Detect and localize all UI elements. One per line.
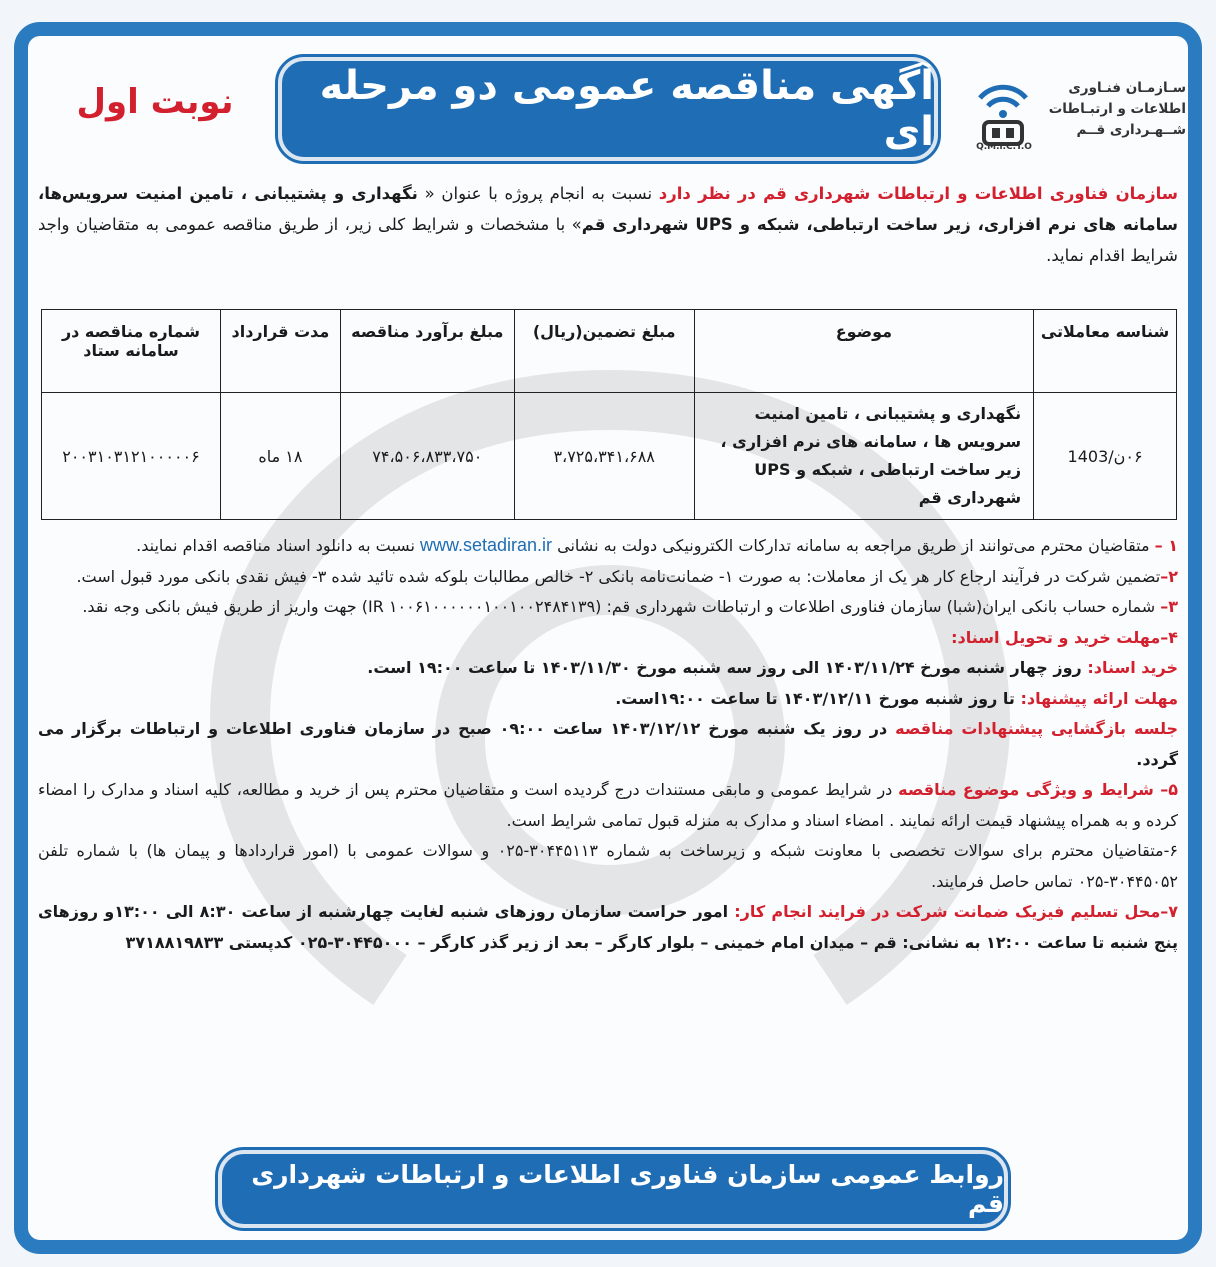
intro-text: » با مشخصات و شرایط کلی زیر، از طریق مناقصه عمومی به متقاضیان واجد شرایط اقدام نماید.: [38, 215, 1178, 265]
setadiran-link[interactable]: www.setadiran.ir: [420, 535, 553, 555]
item-text: متقاضیان محترم می‌توانند از طریق مراجعه به سامانه تدارکات الکترونیکی دولت به نشانی: [552, 536, 1155, 555]
opening-session: [38, 714, 1178, 775]
intro-paragraph: [38, 178, 1178, 271]
logo-text: [1046, 78, 1186, 141]
page-title: آگهی مناقصه عمومی دو مرحله ای: [278, 57, 938, 161]
table-header-cell: مدت قرارداد: [220, 310, 340, 393]
item-text: شماره حساب بانکی ایران(شبا) سازمان فناوری اطلاعات و ارتباطات شهرداری قم: (IR ۱۰۰۶۱۰۰۰۰۰۰۱۰۰۱۰۰۲۴۸۴۱۳۹) جهت واریز از طریق فیش بانکی وجه نقد.: [82, 597, 1161, 616]
footer-banner: روابط عمومی سازمان فناوری اطلاعات و ارتباطات شهرداری قم: [218, 1150, 1008, 1228]
item-text: روز چهار شنبه مورخ ۱۴۰۳/۱۱/۲۴ الی روز سه شنبه مورخ ۱۴۰۳/۱۱/۳۰ تا ساعت ۱۹:۰۰ است.: [367, 658, 1088, 677]
logo-caption: Q.M.i.C.T.O: [976, 142, 1032, 152]
logo-line: شــهـرداری قــم: [1076, 122, 1186, 138]
condition-item-1: [38, 530, 1178, 562]
table-header-cell: مبلغ تضمین(ریال): [514, 310, 694, 393]
transaction-id: ۰۶ن/1403: [1034, 393, 1177, 520]
item-text: امور حراست سازمان روزهای شنبه لغایت چهارشنبه از ساعت ۸:۳۰ الی ۱۳:۰۰و روزهای پنج شنبه تا ساعت ۱۲:۰۰ به نشانی: قم – میدان امام خمینی – بلوار کارگر – بعد از زیر گذر کارگر – ۳۰۴۴۵۰۰۰-۰۲۵ کدپستی ۳۷۱۸۸۱۹۸۳۳: [38, 902, 1178, 952]
setad-number: ۲۰۰۳۱۰۳۱۲۱۰۰۰۰۰۶: [42, 393, 221, 520]
offer-deadline: [38, 684, 1178, 715]
condition-item-7: [38, 897, 1178, 958]
condition-item-6: ۶-متقاضیان محترم برای سوالات تخصصی با معاونت شبکه و زیرساخت به شماره ۳۰۴۴۵۱۱۳-۰۲۵ و سوالات عمومی با (امور قراردادها و پیمان ها) با شماره تلفن ۳۰۴۴۵۰۵۲-۰۲۵ تماس حاصل فرمایند.: [38, 841, 1178, 891]
condition-item-3: [38, 592, 1178, 623]
item-text: در روز یک شنبه مورخ ۱۴۰۳/۱۲/۱۲ ساعت ۰۹:۰۰ صبح در سازمان فناوری اطلاعات و ارتباطات برگزار می گردد.: [38, 719, 1178, 769]
item-label: جلسه بازگشایی پیشنهادات مناقصه: [895, 719, 1179, 738]
contract-duration: ۱۸ ماه: [220, 393, 340, 520]
item-label: خرید اسناد:: [1087, 658, 1178, 677]
logo-line: اطلاعات و ارتبـاطات: [1048, 101, 1186, 117]
purchase-deadline: [38, 653, 1178, 684]
subject-cell: نگهداری و پشتیبانی ، تامین امنیت سرویس ها ، سامانه های نرم افزاری ، زیر ساخت ارتباطی ، شبکه و UPS شهرداری قم: [694, 393, 1034, 520]
item-text: نسبت به دانلود اسناد مناقصه اقدام نمایند.: [136, 536, 420, 555]
organization-logo: [966, 70, 1186, 160]
condition-item-5: [38, 775, 1178, 836]
item-text: در شرایط عمومی و مابقی مستندات درج گردیده است و متقاضیان محترم پس از خرید و مطالعه، کلیه اسناد و مدارک را امضاء کرده و به همراه پیشنهاد قیمت ارائه نمایند . امضاء اسناد و مدارک به منزله قبول تمامی شرایط است.: [38, 780, 1178, 830]
table-header-cell: موضوع: [694, 310, 1034, 393]
conditions-body: [38, 530, 1178, 958]
estimate-amount: ۷۴،۵۰۶،۸۳۳،۷۵۰: [340, 393, 514, 520]
item-label: مهلت ارائه پیشنهاد:: [1020, 688, 1178, 708]
condition-item-4-title: ۴–مهلت خرید و تحویل اسناد:: [951, 627, 1178, 647]
condition-item-2: [38, 562, 1178, 593]
guarantee-amount: ۳،۷۲۵،۳۴۱،۶۸۸: [514, 393, 694, 520]
item-text: تضمین شرکت در فرآیند ارجاع کار هر یک از معاملات: به صورت ۱- ضمانت‌نامه بانکی ۲- خالص مطالبات بلوکه شده تائید شده ۳- فیش نقدی بانکی مورد قبول است.: [76, 566, 1161, 586]
item-number: ۱ –: [1154, 536, 1178, 555]
turn-label: نوبت اول: [76, 82, 234, 122]
item-number: ۲–: [1160, 566, 1178, 586]
logo-line: سـازمـان فنـاوری: [1068, 80, 1186, 96]
table-header-row: [42, 310, 1177, 393]
table-header-cell: شناسه معاملاتی: [1034, 310, 1177, 393]
table-row: [42, 393, 1177, 520]
tender-table: [41, 309, 1177, 520]
intro-project: نگهداری و پشتیبانی ، تامین امنیت سرویس‌ها، سامانه های نرم افزاری، زیر ساخت ارتباطی، شبکه و UPS شهرداری قم: [38, 184, 1178, 234]
item-text: تا روز شنبه مورخ ۱۴۰۳/۱۲/۱۱ تا ساعت ۱۹:۰۰است.: [615, 688, 1021, 708]
table-header-cell: مبلغ برآورد مناقصه: [340, 310, 514, 393]
intro-text: نسبت به انجام پروژه با عنوان «: [417, 184, 659, 203]
table-header-cell: شماره مناقصه در سامانه ستاد: [42, 310, 221, 393]
item-label: ۵– شرایط و ویژگی موضوع مناقصه: [898, 780, 1178, 799]
item-label: ۷–محل تسلیم فیزیک ضمانت شرکت در فرایند انجام کار:: [734, 902, 1178, 921]
item-number: ۳–: [1160, 597, 1178, 616]
intro-org: سازمان فناوری اطلاعات و ارتباطات شهرداری قم در نظر دارد: [658, 184, 1178, 203]
